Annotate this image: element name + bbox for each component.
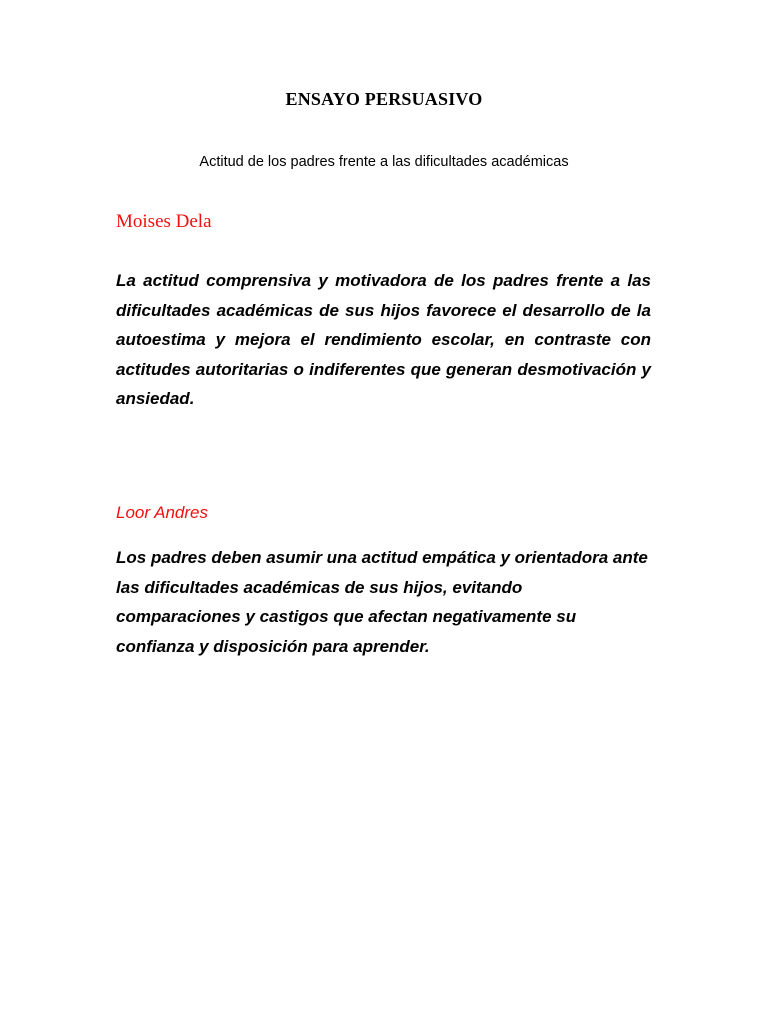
document-subtitle: Actitud de los padres frente a las dificultades académicas <box>199 154 569 170</box>
thesis-paragraph-1: La actitud comprensiva y motivadora de los padres frente a las dificultades académicas de sus hijos favorece el desarrollo de la autoestima y mejora el rendimiento escolar, en contraste con actitudes autoritarias o indiferentes que generan desmotivación y ansiedad. <box>116 271 651 409</box>
author-name-1: Moises Dela <box>116 211 212 232</box>
author-name-2: Loor Andres <box>116 503 208 522</box>
document-title: ENSAYO PERSUASIVO <box>285 89 483 109</box>
thesis-paragraph-2: Los padres deben asumir una actitud empática y orientadora ante las dificultades académicas de sus hijos, evitando comparaciones y castigos que afectan negativamente su confianza y disposición para aprender. <box>116 548 648 656</box>
